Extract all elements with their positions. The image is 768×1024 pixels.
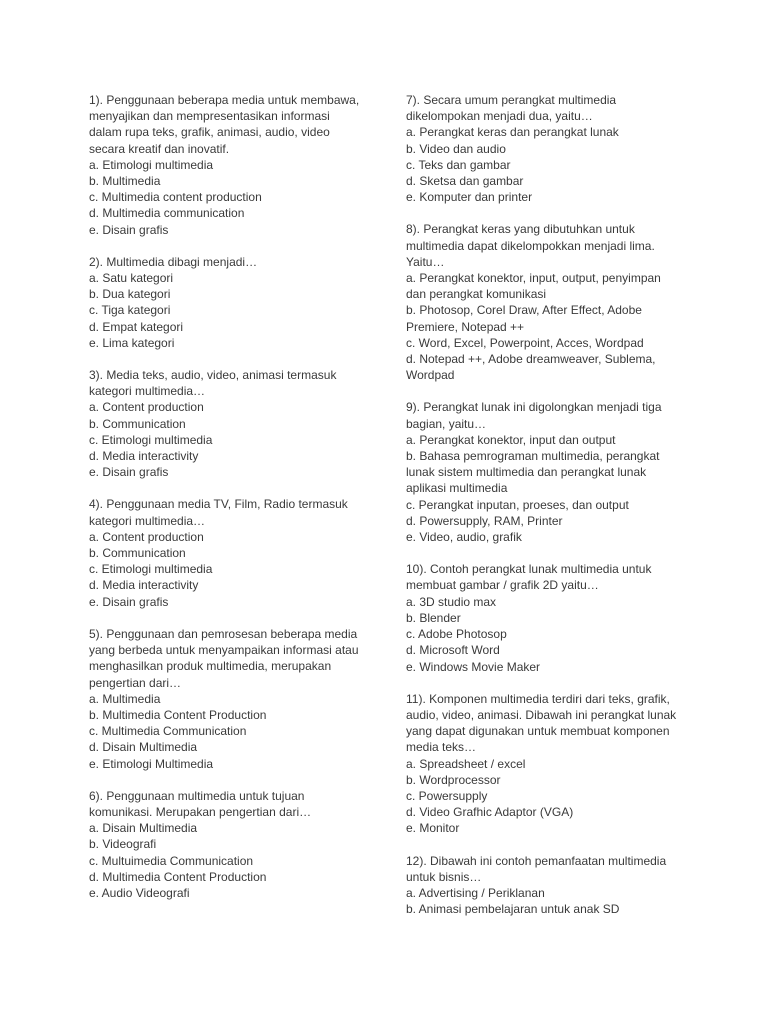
answer-option: b. Photosop, Corel Draw, After Effect, Adobe	[406, 303, 642, 318]
answer-option: b. Wordprocessor	[406, 772, 501, 787]
question-block	[89, 92, 389, 238]
question-text-line: kategori multimedia…	[89, 384, 206, 399]
answer-option: a. Etimologi multimedia	[89, 157, 214, 172]
answer-option: e. Disain grafis	[89, 465, 169, 480]
answer-option: b. Video dan audio	[406, 141, 506, 156]
answer-option: dan perangkat komunikasi	[406, 287, 547, 302]
answer-option: a. Content production	[89, 529, 204, 544]
answer-option: e. Disain grafis	[89, 594, 169, 609]
answer-option: e. Video, audio, grafik	[406, 530, 522, 545]
question-text-line: menghasilkan produk multimedia, merupakan	[89, 659, 332, 674]
question-text-line: yang dapat digunakan untuk membuat komponen	[406, 724, 670, 739]
left-column	[89, 92, 389, 917]
question-text-line: 9). Perangkat lunak ini digolongkan menjadi tiga	[406, 400, 662, 415]
answer-option: d. Media interactivity	[89, 578, 199, 593]
question-text-line: membuat gambar / grafik 2D yaitu…	[406, 578, 599, 593]
question-text-line: media teks…	[406, 740, 477, 755]
question-text-line: untuk bisnis…	[406, 869, 482, 884]
question-text-line: kategori multimedia…	[89, 513, 206, 528]
question-block	[89, 496, 389, 609]
answer-option: e. Audio Videografi	[89, 885, 190, 900]
answer-option: b. Multimedia	[89, 174, 161, 189]
question-text-line: 3). Media teks, audio, video, animasi termasuk	[89, 368, 337, 383]
answer-option: b. Communication	[89, 546, 186, 561]
question-text-line: audio, video, animasi. Dibawah ini perangkat lunak	[406, 707, 677, 722]
question-text-line: 7). Secara umum perangkat multimedia	[406, 93, 617, 107]
question-block	[406, 561, 706, 674]
answer-option: d. Multimedia Content Production	[89, 869, 267, 884]
answer-option: c. Multuimedia Communication	[89, 853, 254, 868]
answer-option: e. Komputer dan printer	[406, 190, 533, 205]
answer-option: d. Video Grafhic Adaptor (VGA)	[406, 805, 574, 820]
answer-option: aplikasi multimedia	[406, 481, 508, 496]
question-text-line: pengertian dari…	[89, 675, 182, 690]
question-text-line: 5). Penggunaan dan pemrosesan beberapa media	[89, 626, 358, 641]
answer-option: a. Multimedia	[89, 691, 161, 706]
answer-option: b. Multimedia Content Production	[89, 707, 267, 722]
answer-option: b. Dua kategori	[89, 287, 171, 302]
question-block	[406, 853, 706, 918]
answer-option: e. Etimologi Multimedia	[89, 756, 214, 771]
answer-option: a. Spreadsheet / excel	[406, 756, 526, 771]
answer-option: d. Notepad ++, Adobe dreamweaver, Sublema,	[406, 352, 656, 367]
answer-option: b. Blender	[406, 610, 461, 625]
answer-option: a. Satu kategori	[89, 271, 174, 286]
answer-option: a. Content production	[89, 400, 204, 415]
right-column	[406, 92, 706, 933]
question-text-line: menyajikan dan mempresentasikan informasi	[89, 109, 330, 124]
answer-option: e. Monitor	[406, 821, 460, 836]
answer-option: d. Powersupply, RAM, Printer	[406, 513, 563, 528]
question-text-line: komunikasi. Merupakan pengertian dari…	[89, 804, 312, 819]
answer-option: a. Perangkat konektor, input dan output	[406, 432, 616, 447]
question-text-line: bagian, yaitu…	[406, 416, 487, 431]
answer-option: lunak sistem multimedia dan perangkat lunak	[406, 465, 647, 480]
answer-option: c. Perangkat inputan, proeses, dan output	[406, 497, 629, 512]
question-text-line: 4). Penggunaan media TV, Film, Radio termasuk	[89, 497, 348, 512]
question-text-line: 11). Komponen multimedia terdiri dari teks, grafik,	[406, 691, 670, 706]
question-text-line: 12). Dibawah ini contoh pemanfaatan multimedia	[406, 853, 667, 868]
question-text-line: 1). Penggunaan beberapa media untuk membawa,	[89, 93, 360, 107]
answer-option: d. Microsoft Word	[406, 643, 500, 658]
answer-option: e. Disain grafis	[89, 222, 169, 237]
question-text-line: 6). Penggunaan multimedia untuk tujuan	[89, 788, 305, 803]
answer-option: c. Powersupply	[406, 788, 488, 803]
question-text-line: dalam rupa teks, grafik, animasi, audio, video	[89, 125, 330, 140]
answer-option: e. Windows Movie Maker	[406, 659, 541, 674]
question-block	[406, 399, 706, 545]
question-text-line: 10). Contoh perangkat lunak multimedia untuk	[406, 562, 652, 577]
answer-option: b. Bahasa pemrograman multimedia, perangkat	[406, 449, 660, 464]
answer-option: b. Animasi pembelajaran untuk anak SD	[406, 902, 620, 917]
answer-option: b. Communication	[89, 416, 186, 431]
question-text-line: secara kreatif dan inovatif.	[89, 141, 230, 156]
question-text-line: multimedia dapat dikelompokkan menjadi lima.	[406, 238, 655, 253]
answer-option: c. Etimologi multimedia	[89, 562, 213, 577]
answer-option: a. Perangkat konektor, input, output, penyimpan	[406, 271, 661, 286]
answer-option: a. Disain Multimedia	[89, 821, 198, 836]
answer-option: a. Advertising / Periklanan	[406, 885, 545, 900]
question-block	[89, 626, 389, 772]
question-text-line: 8). Perangkat keras yang dibutuhkan untuk	[406, 222, 635, 237]
answer-option: c. Etimologi multimedia	[89, 432, 213, 447]
question-block	[406, 92, 706, 205]
answer-option: c. Multimedia content production	[89, 190, 262, 205]
question-block	[89, 254, 389, 351]
answer-option: b. Videografi	[89, 837, 157, 852]
answer-option: e. Lima kategori	[89, 335, 175, 350]
question-block	[89, 788, 389, 901]
answer-option: d. Multimedia communication	[89, 206, 245, 221]
answer-option: c. Multimedia Communication	[89, 724, 247, 739]
question-text-line: dikelompokan menjadi dua, yaitu…	[406, 109, 593, 124]
answer-option: a. 3D studio max	[406, 594, 497, 609]
question-block	[406, 691, 706, 837]
answer-option: d. Disain Multimedia	[89, 740, 198, 755]
question-block	[406, 221, 706, 383]
answer-option: d. Empat kategori	[89, 319, 184, 334]
answer-option: Wordpad	[406, 368, 455, 383]
question-text-line: yang berbeda untuk menyampaikan informasi atau	[89, 643, 359, 658]
answer-option: c. Tiga kategori	[89, 303, 171, 318]
answer-option: c. Word, Excel, Powerpoint, Acces, Wordpad	[406, 335, 644, 350]
answer-option: c. Teks dan gambar	[406, 157, 511, 172]
answer-option: d. Media interactivity	[89, 449, 199, 464]
answer-option: Premiere, Notepad ++	[406, 319, 525, 334]
answer-option: c. Adobe Photosop	[406, 627, 507, 642]
question-block	[89, 367, 389, 480]
answer-option: a. Perangkat keras dan perangkat lunak	[406, 125, 619, 140]
answer-option: d. Sketsa dan gambar	[406, 174, 524, 189]
question-text-line: 2). Multimedia dibagi menjadi…	[89, 254, 258, 269]
question-text-line: Yaitu…	[406, 254, 445, 269]
